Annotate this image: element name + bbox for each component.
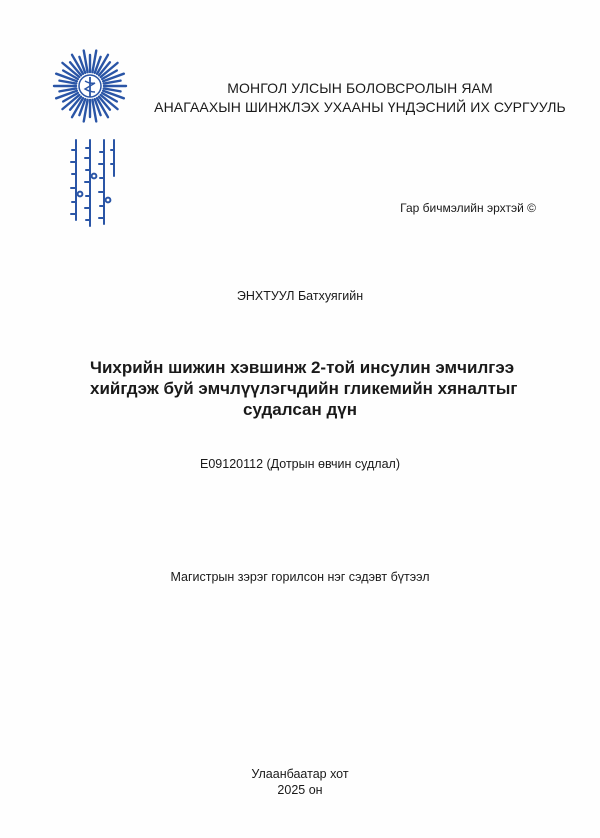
copyright-notice: Гар бичмэлийн эрхтэй © bbox=[400, 201, 536, 215]
university-name: АНАГААХЫН ШИНЖЛЭХ УХААНЫ ҮНДЭСНИЙ ИХ СУРГУУЛЬ bbox=[154, 99, 566, 115]
city-label: Улаанбаатар хот bbox=[251, 767, 349, 781]
author-name: ЭНХТУУЛ Батхуягийн bbox=[236, 289, 364, 303]
degree-statement: Магистрын зэрэг горилсон нэг сэдэвт бүтээл bbox=[170, 570, 430, 584]
university-emblem-icon bbox=[52, 48, 128, 128]
ministry-name: МОНГОЛ УЛСЫН БОЛОВСРОЛЫН ЯАМ bbox=[227, 80, 493, 96]
mongolian-script-logo-text bbox=[68, 136, 118, 232]
year-label: 2025 он bbox=[277, 783, 323, 797]
thesis-title bbox=[90, 357, 518, 420]
place-and-year bbox=[0, 766, 600, 798]
thesis-title-line: хийгдэж буй эмчлүүлэгчдийн гликемийн хяналтыг bbox=[90, 379, 518, 398]
thesis-title-line: Чихрийн шижин хэвшинж 2-той инсулин эмчилгээ bbox=[90, 358, 515, 377]
specialty-code: E09120112 (Дотрын өвчин судлал) bbox=[200, 457, 400, 471]
thesis-title-line: судалсан дүн bbox=[243, 400, 357, 419]
